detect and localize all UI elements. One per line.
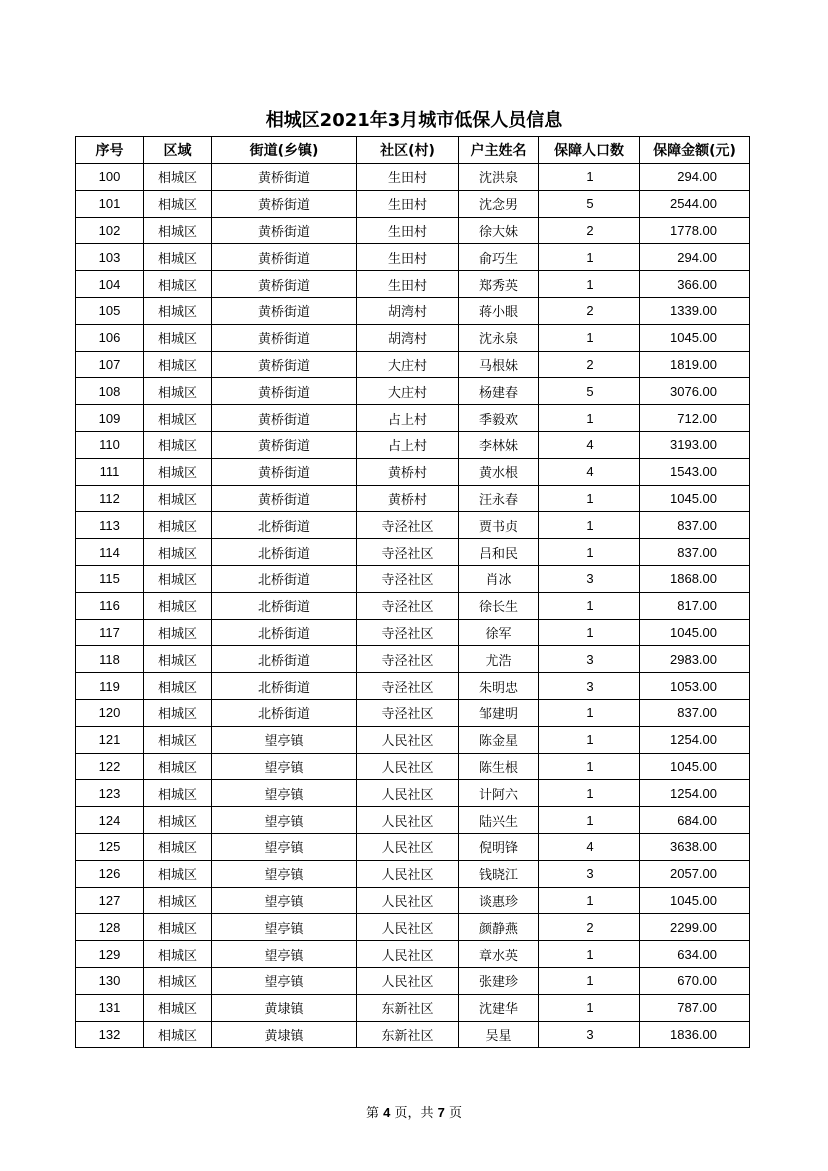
cell-serial: 130 [76,967,144,994]
cell-district: 相城区 [144,190,212,217]
cell-district: 相城区 [144,753,212,780]
cell-serial: 110 [76,431,144,458]
table-row [76,753,750,780]
cell-district: 相城区 [144,217,212,244]
cell-population: 1 [539,244,640,271]
cell-community: 生田村 [357,164,459,191]
cell-community: 人民社区 [357,967,459,994]
cell-population: 3 [539,565,640,592]
cell-community: 寺泾社区 [357,699,459,726]
cell-population: 1 [539,271,640,298]
cell-community: 人民社区 [357,914,459,941]
cell-street: 黄埭镇 [212,1021,357,1048]
cell-population: 1 [539,324,640,351]
cell-street: 北桥街道 [212,512,357,539]
cell-amount: 712.00 [640,405,750,432]
footer-page-number: 4 [383,1105,391,1120]
cell-amount: 670.00 [640,967,750,994]
table-row [76,351,750,378]
cell-serial: 119 [76,673,144,700]
cell-street: 北桥街道 [212,565,357,592]
table-row [76,244,750,271]
cell-amount: 1778.00 [640,217,750,244]
cell-householder: 沈建华 [459,994,539,1021]
cell-householder: 倪明锋 [459,833,539,860]
cell-serial: 115 [76,565,144,592]
cell-district: 相城区 [144,699,212,726]
cell-householder: 郑秀英 [459,271,539,298]
cell-population: 3 [539,646,640,673]
cell-community: 人民社区 [357,807,459,834]
cell-amount: 787.00 [640,994,750,1021]
table-row [76,941,750,968]
cell-householder: 章水英 [459,941,539,968]
cell-district: 相城区 [144,592,212,619]
cell-district: 相城区 [144,512,212,539]
cell-street: 黄桥街道 [212,297,357,324]
cell-amount: 837.00 [640,699,750,726]
cell-amount: 1254.00 [640,726,750,753]
cell-householder: 朱明忠 [459,673,539,700]
cell-serial: 114 [76,539,144,566]
cell-amount: 2983.00 [640,646,750,673]
cell-amount: 1543.00 [640,458,750,485]
cell-community: 东新社区 [357,994,459,1021]
cell-serial: 132 [76,1021,144,1048]
cell-street: 望亭镇 [212,887,357,914]
cell-serial: 106 [76,324,144,351]
cell-population: 3 [539,860,640,887]
cell-householder: 陆兴生 [459,807,539,834]
cell-population: 1 [539,539,640,566]
cell-serial: 118 [76,646,144,673]
cell-street: 黄桥街道 [212,190,357,217]
cell-householder: 张建珍 [459,967,539,994]
cell-community: 寺泾社区 [357,646,459,673]
cell-community: 寺泾社区 [357,512,459,539]
header-street: 街道(乡镇) [212,137,357,164]
cell-householder: 吕和民 [459,539,539,566]
cell-population: 4 [539,458,640,485]
cell-community: 东新社区 [357,1021,459,1048]
cell-street: 北桥街道 [212,699,357,726]
cell-street: 黄桥街道 [212,271,357,298]
cell-amount: 1045.00 [640,324,750,351]
cell-street: 黄桥街道 [212,351,357,378]
cell-community: 人民社区 [357,860,459,887]
footer-middle: 页，共 [390,1106,438,1121]
cell-street: 北桥街道 [212,592,357,619]
table-row [76,780,750,807]
table-row [76,914,750,941]
cell-community: 人民社区 [357,726,459,753]
cell-householder: 徐军 [459,619,539,646]
cell-street: 黄桥街道 [212,164,357,191]
table-row [76,164,750,191]
cell-amount: 1836.00 [640,1021,750,1048]
cell-householder: 陈金星 [459,726,539,753]
cell-amount: 3638.00 [640,833,750,860]
cell-community: 寺泾社区 [357,539,459,566]
cell-population: 1 [539,485,640,512]
cell-householder: 颜静燕 [459,914,539,941]
cell-district: 相城区 [144,941,212,968]
cell-population: 5 [539,378,640,405]
table-row [76,431,750,458]
cell-amount: 1053.00 [640,673,750,700]
cell-amount: 1339.00 [640,297,750,324]
cell-householder: 杨建春 [459,378,539,405]
cell-street: 黄桥街道 [212,431,357,458]
header-householder: 户主姓名 [459,137,539,164]
cell-street: 北桥街道 [212,539,357,566]
cell-householder: 蒋小眼 [459,297,539,324]
cell-serial: 129 [76,941,144,968]
cell-community: 占上村 [357,405,459,432]
cell-street: 黄桥街道 [212,324,357,351]
cell-householder: 徐大妹 [459,217,539,244]
table-row [76,887,750,914]
cell-serial: 113 [76,512,144,539]
cell-population: 2 [539,914,640,941]
cell-district: 相城区 [144,351,212,378]
cell-district: 相城区 [144,405,212,432]
header-district: 区域 [144,137,212,164]
cell-population: 3 [539,673,640,700]
table-row [76,994,750,1021]
cell-amount: 817.00 [640,592,750,619]
cell-community: 寺泾社区 [357,565,459,592]
table-row [76,324,750,351]
cell-amount: 1045.00 [640,485,750,512]
cell-householder: 季毅欢 [459,405,539,432]
table-row [76,860,750,887]
cell-amount: 3076.00 [640,378,750,405]
cell-street: 望亭镇 [212,941,357,968]
table-row [76,699,750,726]
cell-serial: 102 [76,217,144,244]
cell-street: 望亭镇 [212,726,357,753]
cell-street: 黄桥街道 [212,217,357,244]
cell-street: 望亭镇 [212,833,357,860]
cell-serial: 117 [76,619,144,646]
cell-householder: 邹建明 [459,699,539,726]
cell-serial: 100 [76,164,144,191]
footer-prefix: 第 [365,1106,384,1121]
cell-district: 相城区 [144,244,212,271]
table-row [76,458,750,485]
cell-population: 1 [539,780,640,807]
cell-population: 3 [539,1021,640,1048]
cell-amount: 366.00 [640,271,750,298]
cell-householder: 沈念男 [459,190,539,217]
cell-street: 望亭镇 [212,807,357,834]
cell-street: 北桥街道 [212,673,357,700]
table-row [76,271,750,298]
table-row [76,539,750,566]
cell-community: 大庄村 [357,351,459,378]
cell-amount: 1045.00 [640,619,750,646]
cell-amount: 2299.00 [640,914,750,941]
cell-amount: 1045.00 [640,887,750,914]
cell-community: 生田村 [357,244,459,271]
cell-amount: 2057.00 [640,860,750,887]
cell-amount: 634.00 [640,941,750,968]
header-serial: 序号 [76,137,144,164]
table-row [76,646,750,673]
cell-population: 1 [539,887,640,914]
cell-amount: 3193.00 [640,431,750,458]
cell-district: 相城区 [144,914,212,941]
cell-amount: 837.00 [640,512,750,539]
cell-population: 1 [539,994,640,1021]
header-population: 保障人口数 [539,137,640,164]
header-amount: 保障金额(元) [640,137,750,164]
cell-street: 北桥街道 [212,619,357,646]
table-row [76,405,750,432]
cell-community: 人民社区 [357,887,459,914]
table-body [76,164,750,1048]
cell-population: 5 [539,190,640,217]
cell-serial: 128 [76,914,144,941]
page-title: 相城区2021年3月城市低保人员信息 [265,110,563,131]
table-row [76,297,750,324]
table-row [76,833,750,860]
cell-community: 人民社区 [357,833,459,860]
cell-amount: 1868.00 [640,565,750,592]
cell-street: 黄桥街道 [212,485,357,512]
cell-amount: 2544.00 [640,190,750,217]
table-row [76,592,750,619]
cell-amount: 684.00 [640,807,750,834]
cell-serial: 108 [76,378,144,405]
table-row [76,673,750,700]
cell-serial: 104 [76,271,144,298]
table-row [76,967,750,994]
cell-district: 相城区 [144,780,212,807]
cell-community: 黄桥村 [357,458,459,485]
cell-population: 1 [539,941,640,968]
cell-amount: 1819.00 [640,351,750,378]
cell-serial: 131 [76,994,144,1021]
cell-street: 望亭镇 [212,967,357,994]
cell-serial: 109 [76,405,144,432]
table-row [76,217,750,244]
cell-community: 占上村 [357,431,459,458]
cell-district: 相城区 [144,565,212,592]
cell-street: 望亭镇 [212,780,357,807]
cell-householder: 吴星 [459,1021,539,1048]
cell-district: 相城区 [144,619,212,646]
cell-serial: 103 [76,244,144,271]
cell-householder: 陈生根 [459,753,539,780]
cell-community: 寺泾社区 [357,619,459,646]
cell-householder: 黄水根 [459,458,539,485]
cell-householder: 俞巧生 [459,244,539,271]
cell-population: 1 [539,807,640,834]
cell-serial: 105 [76,297,144,324]
cell-population: 4 [539,431,640,458]
cell-street: 黄桥街道 [212,405,357,432]
header-community: 社区(村) [357,137,459,164]
cell-serial: 121 [76,726,144,753]
cell-amount: 837.00 [640,539,750,566]
cell-householder: 沈永泉 [459,324,539,351]
cell-district: 相城区 [144,458,212,485]
cell-householder: 计阿六 [459,780,539,807]
cell-district: 相城区 [144,324,212,351]
cell-community: 人民社区 [357,780,459,807]
cell-serial: 122 [76,753,144,780]
cell-community: 生田村 [357,217,459,244]
table-row [76,1021,750,1048]
cell-community: 生田村 [357,190,459,217]
cell-district: 相城区 [144,431,212,458]
cell-district: 相城区 [144,485,212,512]
cell-population: 2 [539,217,640,244]
cell-district: 相城区 [144,807,212,834]
cell-district: 相城区 [144,833,212,860]
cell-community: 黄桥村 [357,485,459,512]
table-row [76,726,750,753]
cell-serial: 101 [76,190,144,217]
cell-district: 相城区 [144,887,212,914]
cell-population: 1 [539,512,640,539]
footer-suffix: 页 [444,1106,462,1121]
cell-householder: 马根妹 [459,351,539,378]
cell-district: 相城区 [144,673,212,700]
page-footer [0,1102,828,1121]
cell-population: 2 [539,351,640,378]
cell-community: 寺泾社区 [357,673,459,700]
cell-population: 2 [539,297,640,324]
cell-community: 大庄村 [357,378,459,405]
cell-amount: 1045.00 [640,753,750,780]
cell-community: 寺泾社区 [357,592,459,619]
cell-district: 相城区 [144,378,212,405]
cell-community: 胡湾村 [357,324,459,351]
data-table [75,136,750,1048]
table-row [76,807,750,834]
cell-district: 相城区 [144,1021,212,1048]
cell-amount: 294.00 [640,164,750,191]
cell-district: 相城区 [144,967,212,994]
cell-district: 相城区 [144,994,212,1021]
cell-serial: 123 [76,780,144,807]
table-row [76,485,750,512]
cell-serial: 120 [76,699,144,726]
cell-serial: 126 [76,860,144,887]
cell-serial: 116 [76,592,144,619]
cell-population: 1 [539,164,640,191]
cell-population: 1 [539,592,640,619]
cell-community: 人民社区 [357,941,459,968]
cell-householder: 徐长生 [459,592,539,619]
cell-amount: 294.00 [640,244,750,271]
cell-householder: 钱晓江 [459,860,539,887]
table-row [76,512,750,539]
table-row [76,619,750,646]
cell-street: 北桥街道 [212,646,357,673]
cell-district: 相城区 [144,271,212,298]
cell-serial: 125 [76,833,144,860]
cell-serial: 127 [76,887,144,914]
table-row [76,190,750,217]
cell-district: 相城区 [144,726,212,753]
cell-street: 望亭镇 [212,753,357,780]
cell-street: 黄桥街道 [212,244,357,271]
cell-community: 人民社区 [357,753,459,780]
table-row [76,565,750,592]
cell-community: 生田村 [357,271,459,298]
cell-householder: 贾书贞 [459,512,539,539]
cell-householder: 沈洪泉 [459,164,539,191]
cell-householder: 汪永春 [459,485,539,512]
cell-district: 相城区 [144,164,212,191]
table-header-row [76,137,750,164]
cell-serial: 107 [76,351,144,378]
cell-district: 相城区 [144,297,212,324]
cell-serial: 124 [76,807,144,834]
cell-population: 1 [539,967,640,994]
cell-population: 1 [539,619,640,646]
cell-street: 黄埭镇 [212,994,357,1021]
cell-population: 1 [539,405,640,432]
cell-district: 相城区 [144,539,212,566]
footer-total-pages: 7 [437,1105,445,1120]
cell-community: 胡湾村 [357,297,459,324]
cell-street: 黄桥街道 [212,378,357,405]
cell-street: 望亭镇 [212,914,357,941]
cell-amount: 1254.00 [640,780,750,807]
cell-district: 相城区 [144,860,212,887]
cell-population: 1 [539,726,640,753]
cell-householder: 尤浩 [459,646,539,673]
cell-serial: 112 [76,485,144,512]
cell-street: 黄桥街道 [212,458,357,485]
cell-householder: 肖冰 [459,565,539,592]
cell-serial: 111 [76,458,144,485]
cell-street: 望亭镇 [212,860,357,887]
cell-householder: 李林妹 [459,431,539,458]
table-row [76,378,750,405]
cell-householder: 谈惠珍 [459,887,539,914]
cell-population: 1 [539,753,640,780]
cell-population: 1 [539,699,640,726]
cell-district: 相城区 [144,646,212,673]
cell-population: 4 [539,833,640,860]
